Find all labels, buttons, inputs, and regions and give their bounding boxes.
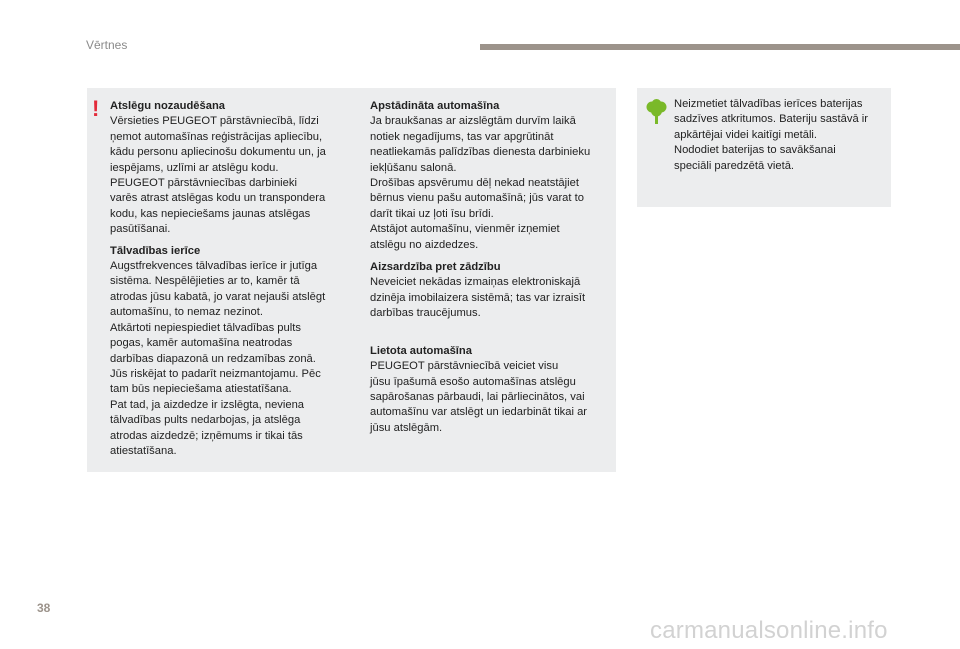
section-body: Neizmetiet tālvadības ierīces baterijas sadzīves atkritumos. Bateriju sastāvā ir apkārtējai videi kaitīgi metāli. Nododiet baterijas to savākšanai speciāli paredzētā vietā. xyxy=(674,98,868,172)
environment-text xyxy=(674,97,886,174)
exclamation-warning-icon: ! xyxy=(92,96,100,121)
section-body: PEUGEOT pārstāvniecībā veiciet visu jūsu īpašumā esošo automašīnas atslēgu sapārošanas pārbaudi, lai pārliecinātos, vai automašīnu var atslēgt un iedarbināt tikai ar jūsu atslēgām. xyxy=(370,360,588,434)
watermark: carmanualsonline.info xyxy=(650,617,888,644)
section-heading: Lietota automašīna xyxy=(370,344,472,357)
warning-column-left xyxy=(110,99,355,459)
header-bar xyxy=(480,44,960,50)
section-heading: Aizsardzība pret zādzību xyxy=(370,261,501,274)
section-body: Vērsieties PEUGEOT pārstāvniecībā, līdzi ņemot automašīnas reģistrācijas apliecību, kādu personu apliecinošu dokumentu un, ja iespējams, uzlīmi ar atslēgu kodu. PEUGEOT pārstāvniecības darbinieki varēs atrast atslēgas kodu un transpondera kodu, kas nepieciešams jaunas atslēgas pasūtīšanai. xyxy=(110,115,326,236)
warning-column-right xyxy=(370,99,610,436)
section-body: Augstfrekvences tālvadības ierīce ir jutīga sistēma. Nespēlējieties ar to, kamēr tā atrodas jūsu kabatā, jo varat nejauši atslēgt automašīnu, to nemaz nezinot. Atkārtoti nepiespiediet tālvadības pults pogas, kamēr automašīna neatrodas darbības diapazonā un redzamības zonā. Jūs riskējat to padarīt neizmantojamu. Pēc tam būs nepieciešama atiestatīšana. Pat tad, ja aizdedze ir izslēgta, neviena tālvadības pults nedarbojas, ja atslēga atrodas aizdedzē; izņēmums ir tikai tās atiestatīšana. xyxy=(110,260,326,457)
section-body: Neveiciet nekādas izmaiņas elektroniskajā dzinēja imobilaizera sistēmā; tas var izraisīt darbības traucējumus. xyxy=(370,276,586,320)
section-heading: Apstādināta automašīna xyxy=(370,100,500,112)
page-section-title: Vērtnes xyxy=(86,38,128,52)
section-heading: Tālvadības ierīce xyxy=(110,244,201,257)
page-number: 38 xyxy=(37,601,51,615)
tree-eco-icon xyxy=(646,99,667,125)
section-body: Ja braukšanas ar aizslēgtām durvīm laikā notiek negadījums, tas var apgrūtināt neatliekamās palīdzības dienesta darbinieku iekļūšanu salonā. Drošības apsvērumu dēļ nekad neatstājiet bērnus vienu pašu automašīnā; jūs varat to darīt tikai uz ļoti īsu brīdi. Atstājot automašīnu, vienmēr izņemiet atslēgu no aizdedzes. xyxy=(370,115,591,251)
section-heading: Atslēgu nozaudēšana xyxy=(110,100,226,112)
